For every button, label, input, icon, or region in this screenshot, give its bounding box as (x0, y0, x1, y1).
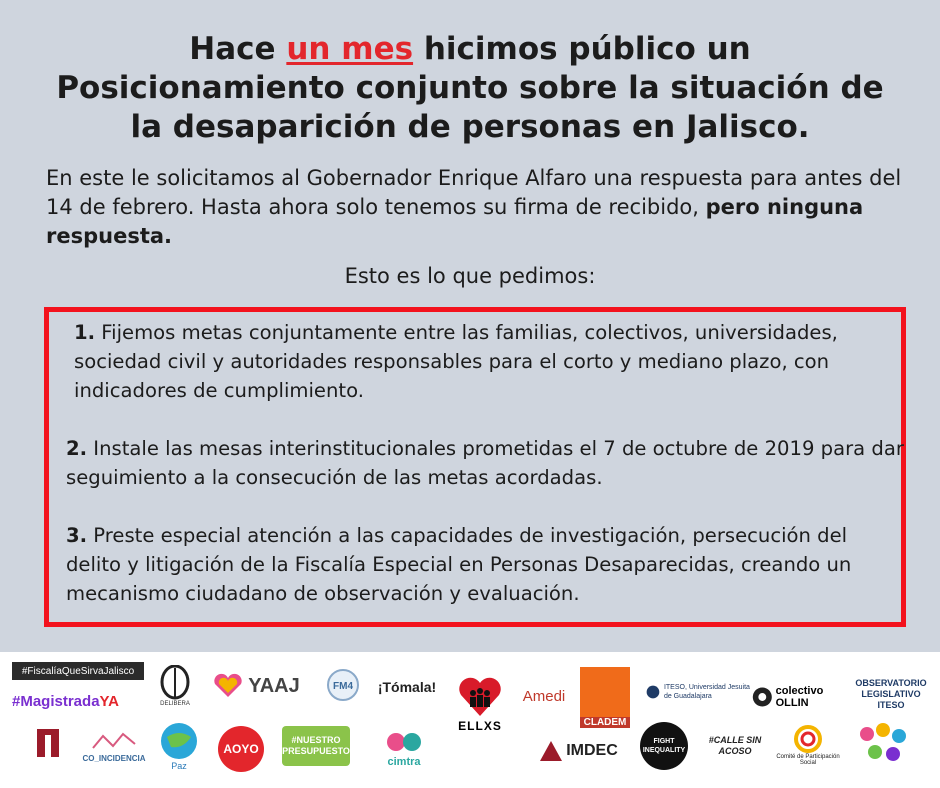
heart-icon (212, 673, 244, 699)
demand-number: 1. (74, 321, 96, 344)
yaaj-logo (206, 672, 306, 700)
fm4-logo (325, 666, 361, 704)
delibera-logo (152, 660, 198, 712)
coincidencia-label: CO_INCIDENCIA (82, 753, 146, 763)
diversity-icon (853, 720, 913, 770)
calle-sin-acoso-logo: #CALLE SIN ACOSO (708, 735, 762, 756)
ollin-logo (752, 680, 842, 714)
presupuesto-logo: #NUESTRO PRESUPUESTO (282, 726, 350, 766)
ollin-label: colectivo OLLIN (775, 685, 824, 709)
aoyo-logo: AOYO (218, 726, 264, 772)
demand-number: 3. (66, 524, 88, 547)
cimtra-logo (372, 724, 436, 772)
demands-list (66, 318, 906, 637)
title-highlight: un mes (286, 31, 414, 67)
igualdad-logo (20, 720, 76, 770)
cimtra-label: cimtra (387, 756, 421, 768)
amedi-logo: Amedi (522, 687, 566, 705)
cladem-map-icon (580, 667, 630, 717)
ollin-icon (752, 684, 773, 710)
intro-paragraph (46, 164, 906, 251)
delibera-label: DELIBERA (160, 701, 190, 707)
hashtag-magistrada-ya: YA (99, 692, 120, 710)
comite-icon (793, 724, 823, 754)
heart-people-icon (457, 673, 503, 719)
demand-text: Instale las mesas interinstitucionales prometidas el 7 de octubre de 2019 para dar seguimiento a la consecución de las metas acordadas. (66, 437, 904, 489)
iteso-label: ITESO, Universidad Jesuita de Guadalajara (663, 684, 750, 700)
ellxs-label: ELLXS (458, 719, 502, 733)
imdec-label: IMDEC (566, 742, 618, 759)
cimtra-icon (384, 728, 424, 756)
delibera-icon (160, 665, 190, 701)
coincidencia-logo (84, 726, 144, 766)
comite-logo (776, 718, 840, 772)
demand-item (66, 434, 906, 492)
cladem-logo (578, 664, 632, 730)
intro-text: En este le solicitamos al Gobernador Enrique Alfaro una respuesta para antes del 14 de febrero. Hasta ahora solo tenemos su firma de recibido, (46, 166, 902, 219)
demand-item (66, 318, 906, 405)
imdec-logo (528, 734, 628, 768)
scales-icon (25, 725, 71, 765)
demand-text: Preste especial atención a las capacidades de investigación, persecución del delito y litigación de la Fiscalía Especial en Personas Desaparecidas, creando un mecanismo ciudadano de observación y evaluación. (66, 524, 852, 605)
iteso-icon (646, 681, 660, 703)
section-heading: Esto es lo que pedimos: (344, 264, 596, 288)
svg-text:FM4: FM4 (333, 681, 353, 692)
intro-bold-text: pero ninguna respuesta. (46, 195, 864, 248)
hashtag-fiscalia: #FiscalíaQueSirvaJalisco (12, 662, 144, 680)
demand-item (66, 521, 906, 608)
fm4-icon (326, 668, 360, 702)
paz-logo (154, 718, 204, 774)
demand-text: Fijemos metas conjuntamente entre las familias, colectivos, universidades, sociedad civil y autoridades responsables para el corto y mediano plazo, con indicadores de cumplimiento. (74, 321, 838, 402)
tomala-logo: ¡Tómala! (377, 679, 437, 695)
hashtag-magistrada (12, 690, 142, 712)
network-icon (89, 730, 139, 754)
demand-number: 2. (66, 437, 88, 460)
page-title (40, 30, 900, 147)
yaaj-label: YAAJ (248, 674, 300, 697)
imdec-icon (538, 739, 564, 763)
observatorio-logo: OBSERVATORIO LEGISLATIVO ITESO (855, 677, 927, 710)
hashtag-magistrada-text: #Magistrada (12, 692, 100, 710)
title-text-pre: Hace (189, 31, 287, 67)
comite-label: Comité de Participación Social (776, 754, 840, 766)
fight-inequality-logo: FIGHT INEQUALITY (640, 722, 688, 770)
title-text-post: hicimos público un Posicionamiento conjunto sobre la situación de la desaparición de personas en Jalisco. (56, 31, 884, 145)
ellxs-logo (452, 662, 508, 744)
globe-icon (159, 721, 199, 761)
diversidad-logo (848, 716, 918, 774)
paz-label: Paz (171, 761, 187, 771)
cladem-label: CLADEM (580, 717, 630, 728)
iteso-logo (646, 674, 750, 710)
